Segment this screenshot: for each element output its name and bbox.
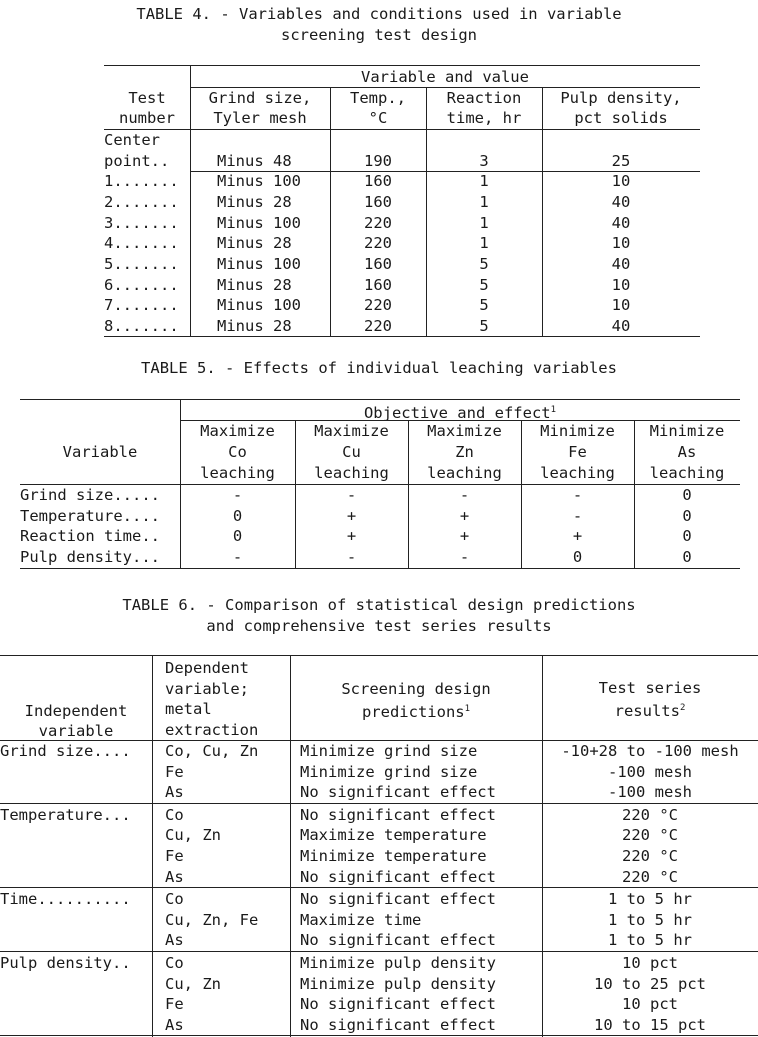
table6-prediction-cell: No significant effect xyxy=(300,783,496,802)
table4-time-cell: 1 xyxy=(479,192,489,211)
table6-prediction-cell: No significant effect xyxy=(300,805,496,824)
table6-title xyxy=(0,595,758,637)
table4-temp-cell: 160 xyxy=(364,192,392,211)
table4-grind-cell: Minus 28 xyxy=(217,234,292,253)
table5-effect-cell: - xyxy=(459,486,470,504)
table5-effect-cell: 0 xyxy=(682,547,692,566)
table6-dependent-cell: Cu, Zn xyxy=(165,974,221,993)
table6-result-cell: 10 to 25 pct xyxy=(594,974,706,993)
table6-dependent-header: metal xyxy=(165,700,212,718)
table5-col-header: Minimize xyxy=(649,422,725,440)
table6-prediction-cell: No significant effect xyxy=(300,1015,496,1034)
table6-dependent-cell: As xyxy=(165,783,184,802)
table6-result-cell: -10+28 to -100 mesh xyxy=(561,742,739,760)
table4-time-cell: 3 xyxy=(479,151,489,170)
table5-col-header: Minimize xyxy=(540,422,615,440)
column-divider xyxy=(521,420,522,568)
table5-effect-cell: - xyxy=(572,506,583,525)
table6-prediction-cell: No significant effect xyxy=(300,867,496,886)
table6-result-cell: 1 to 5 hr xyxy=(608,910,692,929)
table6-prediction-cell: No significant effect xyxy=(300,890,496,909)
table6-result-cell: -100 mesh xyxy=(608,762,692,781)
table6-result-cell: 10 pct xyxy=(622,954,678,972)
table5-effect-cell: - xyxy=(232,547,243,566)
table5-col-header: leaching xyxy=(314,464,389,482)
table5-effect-cell: + xyxy=(459,506,470,525)
table4-density-cell: 40 xyxy=(611,192,631,211)
table5-effect-cell: - xyxy=(459,547,470,566)
table4-time-cell: 5 xyxy=(479,296,489,315)
table5-effect-cell: + xyxy=(346,506,357,525)
table6-dependent-header: variable; xyxy=(165,679,249,698)
table6-prediction-cell: Maximize time xyxy=(300,910,422,929)
table6-prediction-cell: Maximize temperature xyxy=(300,826,487,845)
table4-density-cell: 40 xyxy=(611,213,631,232)
table6-prediction-cell: Minimize grind size xyxy=(300,762,478,781)
table5-col-header: Co xyxy=(228,443,247,461)
table4-col-header: pct solids xyxy=(574,109,668,127)
table4-title xyxy=(0,4,758,46)
table6-result-cell: 10 to 15 pct xyxy=(594,1015,706,1034)
table5-group-header: Objective and effect$^1$ xyxy=(363,404,557,423)
column-divider xyxy=(634,420,635,568)
table4-row-label: point.. xyxy=(104,151,170,170)
table5-effect-cell: - xyxy=(232,486,243,504)
table5-effect-cell: 0 xyxy=(572,547,583,566)
table4-col-header: Reaction xyxy=(446,89,522,107)
table5-effect-cell: 0 xyxy=(232,506,243,525)
table4-grind-cell: Minus 28 xyxy=(217,317,292,336)
table6-prediction-cell: Minimize pulp density xyxy=(300,954,496,972)
table5-effect-cell: 0 xyxy=(232,527,243,545)
table6-title-line1: TABLE 6. - Comparison of statistical design predictions xyxy=(122,596,636,614)
table6-screening-header: Screening design xyxy=(341,680,491,698)
table4-row-label: 6....... xyxy=(104,275,179,294)
table5-effect-cell: - xyxy=(346,486,357,504)
table6-dependent-cell: Fe xyxy=(165,762,184,781)
table6-divider xyxy=(152,655,153,1037)
table6-dependent-cell: As xyxy=(165,931,184,950)
table6-prediction-cell: Minimize temperature xyxy=(300,847,487,865)
table4-col-header: Test xyxy=(128,89,166,107)
table5-effect-cell: 0 xyxy=(682,506,692,525)
table4-col-header: time, hr xyxy=(446,109,522,127)
table4-grind-cell: Minus 100 xyxy=(217,213,301,232)
column-divider xyxy=(408,420,409,568)
table4-col-header: Temp., xyxy=(350,89,406,107)
table5-col-header: Maximize xyxy=(427,422,502,440)
table4-row-label: 1....... xyxy=(104,172,179,191)
column-divider xyxy=(426,87,427,336)
table6-group-rule xyxy=(0,951,758,952)
table6-group-label: Grind size.... xyxy=(0,742,131,760)
table4-temp-cell: 160 xyxy=(364,275,392,294)
table4-time-cell: 5 xyxy=(479,255,489,273)
table5-row-label: Reaction time.. xyxy=(20,527,160,545)
table4-row-label: 5....... xyxy=(104,255,179,273)
table4-temp-cell: 190 xyxy=(364,151,392,170)
table6-result-cell: 10 pct xyxy=(622,995,678,1014)
table4-grind-cell: Minus 100 xyxy=(217,172,301,191)
table5-col-header: leaching xyxy=(200,464,275,482)
table4-bottom-rule xyxy=(104,336,700,337)
table4-row-label: 3....... xyxy=(104,213,179,232)
table6-result-cell: 220 °C xyxy=(622,867,678,886)
table4-col-header: Grind size, xyxy=(208,89,312,107)
table6-group-label: Time.......... xyxy=(0,890,131,909)
table4-density-cell: 40 xyxy=(611,317,631,336)
table6-dependent-cell: As xyxy=(165,867,184,886)
table6-result-cell: 220 °C xyxy=(622,847,678,865)
table6-prediction-cell: No significant effect xyxy=(300,931,496,950)
table4-grind-cell: Minus 100 xyxy=(217,296,301,315)
table4-grind-cell: Minus 100 xyxy=(217,255,301,273)
table4-density-cell: 10 xyxy=(611,275,631,294)
table5-row-label: Grind size..... xyxy=(20,486,160,504)
column-divider xyxy=(330,87,331,336)
column-divider xyxy=(190,65,191,336)
table5-col-header: leaching xyxy=(540,464,615,482)
table4-col-header: Pulp density, xyxy=(560,89,682,107)
table6-dependent-cell: As xyxy=(165,1015,184,1034)
table6-group-rule xyxy=(0,803,758,804)
table6-dependent-cell: Co xyxy=(165,954,184,972)
table6-result-cell: 1 to 5 hr xyxy=(608,890,692,909)
table4-col-header: number xyxy=(119,109,175,127)
table6-dependent-header: extraction xyxy=(165,720,259,739)
table4-temp-cell: 220 xyxy=(364,296,392,315)
table6-title-line2: and comprehensive test series results xyxy=(206,617,552,635)
table4-density-cell: 10 xyxy=(611,296,631,315)
table6-dependent-cell: Co xyxy=(165,805,184,824)
table5-col-header: Maximize xyxy=(200,422,275,440)
table5-col-header: Cu xyxy=(342,443,361,461)
table6-results-header: results$^2$ xyxy=(614,702,686,721)
table6-top-rule xyxy=(0,655,758,656)
table6-results-header-footnote: 2 xyxy=(679,703,686,713)
table4-row-label: Center xyxy=(104,131,160,149)
table4-row-label: 8....... xyxy=(104,317,179,336)
table4-time-cell: 1 xyxy=(479,172,489,191)
table6-result-cell: 1 to 5 hr xyxy=(608,931,692,950)
table5-effect-cell: - xyxy=(346,547,357,566)
table4-row-label: 2....... xyxy=(104,192,179,211)
table6-screening-header: predictions$^1$ xyxy=(361,703,471,722)
table4-grind-cell: Minus 48 xyxy=(217,151,292,170)
column-divider xyxy=(180,399,181,568)
column-divider xyxy=(542,87,543,336)
table6-dependent-cell: Cu, Zn xyxy=(165,826,221,845)
table6-dependent-cell: Co, Cu, Zn xyxy=(165,742,259,760)
table5-bottom-rule xyxy=(20,568,740,569)
table4-time-cell: 1 xyxy=(479,213,489,232)
table6-result-cell: 220 °C xyxy=(622,805,678,824)
table5-row-label: Pulp density... xyxy=(20,547,160,566)
table4-temp-cell: 220 xyxy=(364,234,392,253)
table6-independent-header: variable xyxy=(38,722,114,740)
table4-row-label: 7....... xyxy=(104,296,179,315)
column-divider xyxy=(295,420,296,568)
table4-temp-cell: 160 xyxy=(364,172,392,191)
table6-results-header: Test series xyxy=(598,679,702,697)
table4-col-header: Tyler mesh xyxy=(213,109,307,127)
table6-group-label: Temperature... xyxy=(0,805,131,824)
table5-effect-cell: + xyxy=(459,527,470,545)
table5-effect-cell: + xyxy=(346,527,357,545)
table5-effect-cell: 0 xyxy=(682,527,692,545)
table4-grind-cell: Minus 28 xyxy=(217,275,292,294)
table6-dependent-cell: Fe xyxy=(165,847,184,865)
table6-group-label: Pulp density.. xyxy=(0,954,131,972)
table5-col-header: Maximize xyxy=(314,422,389,440)
table5-row-label: Temperature.... xyxy=(20,506,160,525)
table6-divider xyxy=(542,655,543,1037)
table4-density-cell: 25 xyxy=(611,151,631,170)
table5-col-header: leaching xyxy=(427,464,502,482)
table6-result-cell: -100 mesh xyxy=(608,783,692,802)
table4-grind-cell: Minus 28 xyxy=(217,192,292,211)
table4-time-cell: 1 xyxy=(479,234,489,253)
table6-prediction-cell: Minimize pulp density xyxy=(300,974,496,993)
table4-top-rule xyxy=(104,65,700,66)
table4-title-line2: screening test design xyxy=(281,26,477,44)
table4-density-cell: 40 xyxy=(611,255,631,273)
table6-dependent-cell: Cu, Zn, Fe xyxy=(165,910,259,929)
table5-group-header-footnote: 1 xyxy=(550,405,557,415)
table4-time-cell: 5 xyxy=(479,275,489,294)
table6-dependent-header: Dependent xyxy=(165,659,249,677)
table5-col-header: Fe xyxy=(568,443,587,461)
table4-temp-cell: 160 xyxy=(364,255,392,273)
table5-variable-header: Variable xyxy=(62,443,138,461)
table4-density-cell: 10 xyxy=(611,234,631,253)
table4-title-line1: TABLE 4. - Variables and conditions used in variable xyxy=(136,5,622,23)
table6-dependent-cell: Co xyxy=(165,890,184,909)
table4-row-label: 4....... xyxy=(104,234,179,253)
table4-temp-cell: 220 xyxy=(364,317,392,336)
table5-effect-cell: 0 xyxy=(682,486,692,504)
table6-screening-header-footnote: 1 xyxy=(464,704,471,714)
table4-group-header: Variable and value xyxy=(361,68,529,86)
table6-independent-header: Independent xyxy=(24,702,128,720)
table5-effect-cell: - xyxy=(572,486,583,504)
table5-col-header: leaching xyxy=(649,464,725,482)
table5-title: TABLE 5. - Effects of individual leaching variables xyxy=(141,359,617,377)
table4-col-header: °C xyxy=(368,109,388,127)
table5-effect-cell: + xyxy=(572,527,583,545)
table4-time-cell: 5 xyxy=(479,317,489,336)
table6-dependent-cell: Fe xyxy=(165,995,184,1014)
table4-temp-cell: 220 xyxy=(364,213,392,232)
table6-group-rule xyxy=(0,887,758,888)
table6-divider xyxy=(290,655,291,1037)
table6-result-cell: 220 °C xyxy=(622,826,678,845)
table6-prediction-cell: Minimize grind size xyxy=(300,742,478,760)
table4-header-rule xyxy=(104,129,700,130)
table6-prediction-cell: No significant effect xyxy=(300,995,496,1014)
table4-density-cell: 10 xyxy=(611,172,631,191)
table5-col-header: As xyxy=(677,443,697,461)
table5-col-header: Zn xyxy=(455,443,474,461)
